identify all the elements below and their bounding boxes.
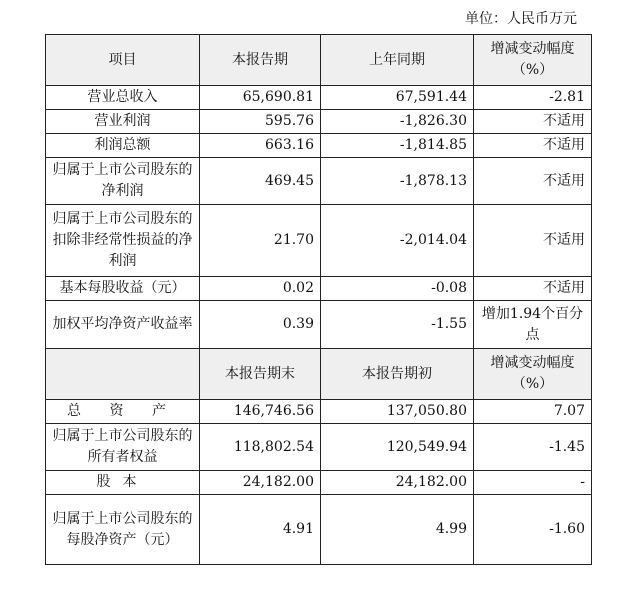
row-prior: -0.08 — [321, 277, 474, 301]
table-row — [46, 400, 592, 424]
row-change: 7.07 — [474, 400, 592, 424]
table-row — [46, 86, 592, 110]
header-blank — [46, 349, 200, 400]
row-current: 595.76 — [200, 110, 321, 134]
row-item: 基本每股收益（元） — [46, 277, 200, 301]
row-change: 增加1.94个百分点 — [474, 301, 592, 349]
row-prior: -1,878.13 — [321, 158, 474, 205]
row-prior: -1.55 — [321, 301, 474, 349]
row-item: 营业利润 — [46, 110, 200, 134]
row-item: 归属于上市公司股东的净利润 — [46, 158, 200, 205]
row-current: 4.91 — [200, 495, 321, 565]
row-current: 0.02 — [200, 277, 321, 301]
header-change-pct: 增减变动幅度（%） — [474, 35, 592, 86]
unit-label: 单位：人民币万元 — [465, 11, 577, 27]
row-change: - — [474, 471, 592, 495]
row-current: 118,802.54 — [200, 424, 321, 471]
table-row — [46, 134, 592, 158]
table-row — [46, 424, 592, 471]
table-row — [46, 158, 592, 205]
row-change: 不适用 — [474, 110, 592, 134]
row-current: 0.39 — [200, 301, 321, 349]
table-row — [46, 110, 592, 134]
row-current: 65,690.81 — [200, 86, 321, 110]
header-change-pct: 增减变动幅度（%） — [474, 349, 592, 400]
header-period-end: 本报告期末 — [200, 349, 321, 400]
row-prior: -1,814.85 — [321, 134, 474, 158]
row-change: 不适用 — [474, 205, 592, 277]
row-item: 营业总收入 — [46, 86, 200, 110]
row-item: 归属于上市公司股东的扣除非经常性损益的净利润 — [46, 205, 200, 277]
table-row — [46, 277, 592, 301]
row-item: 股本 — [46, 471, 200, 495]
table-row — [46, 301, 592, 349]
row-current: 469.45 — [200, 158, 321, 205]
table-header-row — [46, 35, 592, 86]
row-change: 不适用 — [474, 158, 592, 205]
row-current: 21.70 — [200, 205, 321, 277]
row-prior: 67,591.44 — [321, 86, 474, 110]
row-prior: 137,050.80 — [321, 400, 474, 424]
row-change: 不适用 — [474, 277, 592, 301]
table-row — [46, 495, 592, 565]
row-item: 总 资 产 — [46, 400, 200, 424]
row-current: 146,746.56 — [200, 400, 321, 424]
row-change: 不适用 — [474, 134, 592, 158]
header-prior-period: 上年同期 — [321, 35, 474, 86]
financial-summary-table — [45, 34, 592, 565]
row-change: -2.81 — [474, 86, 592, 110]
row-change: -1.45 — [474, 424, 592, 471]
row-prior: 120,549.94 — [321, 424, 474, 471]
row-item: 归属于上市公司股东的每股净资产（元） — [46, 495, 200, 565]
row-item: 归属于上市公司股东的所有者权益 — [46, 424, 200, 471]
row-current: 663.16 — [200, 134, 321, 158]
header-item: 项目 — [46, 35, 200, 86]
header-period-start: 本报告期初 — [321, 349, 474, 400]
row-item: 加权平均净资产收益率 — [46, 301, 200, 349]
table-row — [46, 205, 592, 277]
table-row — [46, 471, 592, 495]
row-prior: -1,826.30 — [321, 110, 474, 134]
row-prior: 4.99 — [321, 495, 474, 565]
row-prior: -2,014.04 — [321, 205, 474, 277]
header-current-period: 本报告期 — [200, 35, 321, 86]
row-prior: 24,182.00 — [321, 471, 474, 495]
row-change: -1.60 — [474, 495, 592, 565]
row-current: 24,182.00 — [200, 471, 321, 495]
row-item: 利润总额 — [46, 134, 200, 158]
section-header-row — [46, 349, 592, 400]
